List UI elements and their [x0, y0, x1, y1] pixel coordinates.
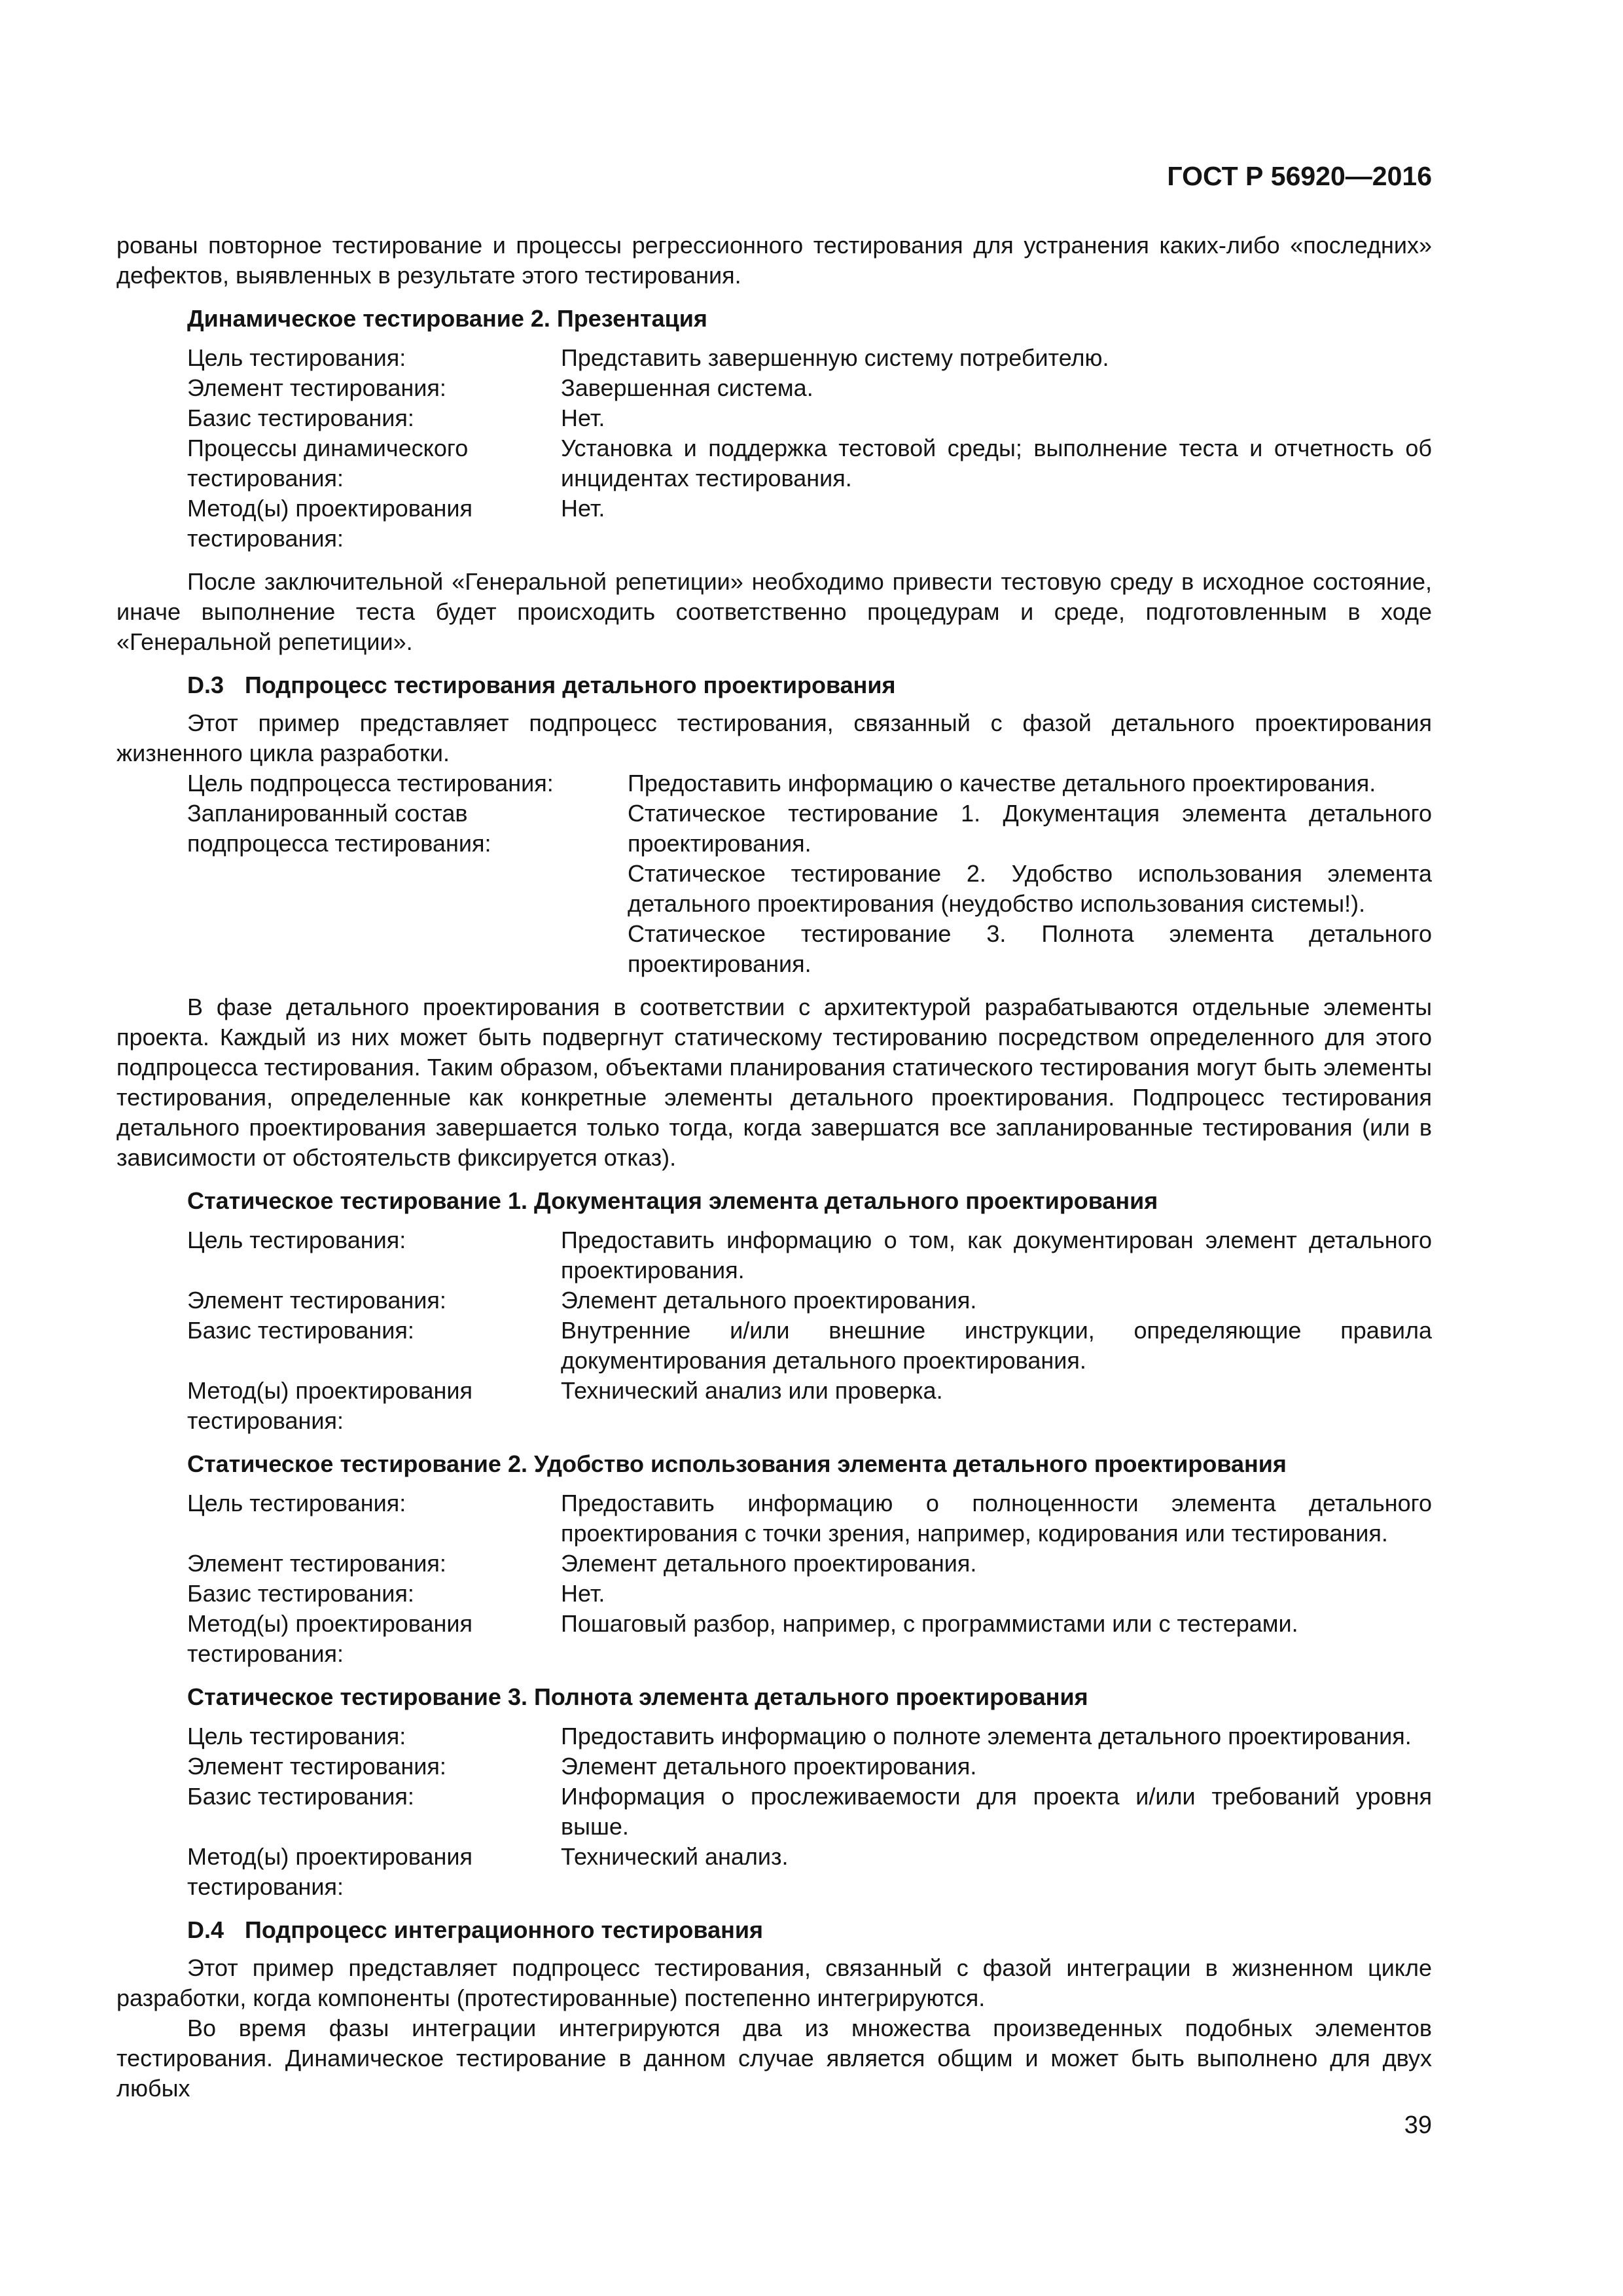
d3-plan-table	[116, 768, 1432, 979]
static1-key: Базис тестирования:	[187, 1317, 414, 1344]
static1-value: Элемент детального проектирования.	[561, 1287, 977, 1314]
section-d4-heading	[116, 1915, 1432, 1945]
dyn2-value: Нет.	[561, 404, 605, 431]
dyn2-key: Процессы динамического тестирования:	[187, 435, 469, 492]
static1-row	[187, 1285, 1432, 1316]
dyn2-value: Завершенная система.	[561, 374, 813, 401]
dyn2-row	[187, 403, 1432, 433]
page-content	[116, 230, 1432, 2104]
d3-intro-paragraph: Этот пример представляет подпроцесс тестирования, связанный с фазой детального проектирования жизненного цикла разработки.	[116, 709, 1432, 766]
static3-row	[187, 1751, 1432, 1782]
section-d3-number: D.3	[187, 672, 224, 698]
dyn2-key: Базис тестирования:	[187, 404, 414, 431]
static2-value: Предоставить информацию о полноценности элемента детального проектирования с точки зрения, например, кодирования или тестирования.	[561, 1490, 1432, 1547]
d3-plan-item: Статическое тестирование 1. Документация элемента детального проектирования.	[628, 800, 1432, 857]
static2-key: Цель тестирования:	[187, 1490, 406, 1516]
static3-key: Элемент тестирования:	[187, 1753, 446, 1780]
static3-value: Предоставить информацию о полноте элемента детального проектирования.	[561, 1723, 1412, 1749]
intro-paragraph: рованы повторное тестирование и процессы регрессионного тестирования для устранения каких-либо «последних» дефектов, выявленных в результате этого тестирования.	[116, 232, 1432, 289]
static1-key: Элемент тестирования:	[187, 1287, 446, 1314]
static3-value: Элемент детального проектирования.	[561, 1753, 977, 1780]
section-d3-title: Подпроцесс тестирования детального проектирования	[245, 672, 896, 698]
dyn2-value: Установка и поддержка тестовой среды; выполнение теста и отчетность об инцидентах тестирования.	[561, 435, 1432, 492]
static2-heading: Статическое тестирование 2. Удобство использования элемента детального проектирования	[187, 1450, 1287, 1477]
dyn2-row	[187, 373, 1432, 403]
d4-paragraph-2: Во время фазы интеграции интегрируются два из множества произведенных подобных элементов тестирования. Динамическое тестирование в данном случае является общим и может быть выполнено для двух любых	[116, 2015, 1432, 2102]
static2-row	[187, 1579, 1432, 1609]
d4-paragraph-1: Этот пример представляет подпроцесс тестирования, связанный с фазой интеграции в жизненном цикле разработки, когда компоненты (протестированные) постепенно интегрируются.	[116, 1954, 1432, 2011]
document-page	[116, 0, 1432, 2296]
d3-goal-value: Предоставить информацию о качестве детального проектирования.	[628, 770, 1376, 797]
static2-row	[187, 1488, 1432, 1549]
static1-row	[187, 1376, 1432, 1436]
static2-table	[116, 1488, 1432, 1669]
static1-row	[187, 1225, 1432, 1285]
d3-body-paragraph: В фазе детального проектирования в соответствии с архитектурой разрабатываются отдельные элементы проекта. Каждый из них может быть подвергнут статическому тестированию посредством определенного для этого подпроцесса тестирования. Таким образом, объектами планирования статического тестирования могут быть элементы тестирования, определенные как конкретные элементы детального проектирования. Подпроцесс тестирования детального проектирования завершается только тогда, когда завершатся все запланированные тестирования (или в зависимости от обстоятельств фиксируется отказ).	[116, 994, 1432, 1171]
d3-plan-key: Запланированный состав подпроцесса тестирования:	[187, 800, 491, 857]
static3-row	[187, 1782, 1432, 1842]
section-d4-title: Подпроцесс интеграционного тестирования	[245, 1916, 763, 1943]
dyn2-heading: Динамическое тестирование 2. Презентация	[187, 305, 707, 332]
dyn2-key: Метод(ы) проектирования тестирования:	[187, 495, 473, 552]
static3-key: Цель тестирования:	[187, 1723, 406, 1749]
dyn2-value: Представить завершенную систему потребителю.	[561, 344, 1109, 371]
d3-goal-key: Цель подпроцесса тестирования:	[187, 770, 554, 797]
static2-key: Базис тестирования:	[187, 1580, 414, 1607]
static2-value: Нет.	[561, 1580, 605, 1607]
dyn2-key: Элемент тестирования:	[187, 374, 446, 401]
dyn2-row	[187, 343, 1432, 373]
static3-key: Метод(ы) проектирования тестирования:	[187, 1843, 473, 1900]
static3-value: Технический анализ.	[561, 1843, 789, 1870]
dyn2-table	[116, 343, 1432, 554]
static1-key: Цель тестирования:	[187, 1227, 406, 1253]
document-id-header: ГОСТ Р 56920—2016	[1167, 161, 1432, 191]
dyn2-after-paragraph: После заключительной «Генеральной репетиции» необходимо привести тестовую среду в исходное состояние, иначе выполнение теста будет происходить соответственно процедурам и среде, подготовленным в ходе «Генеральной репетиции».	[116, 568, 1432, 655]
static1-table	[116, 1225, 1432, 1436]
page-number: 39	[1404, 2111, 1432, 2139]
static1-value: Предоставить информацию о том, как документирован элемент детального проектирования.	[561, 1227, 1432, 1283]
static1-value: Внутренние и/или внешние инструкции, определяющие правила документирования детального проектирования.	[561, 1317, 1432, 1374]
static2-value: Элемент детального проектирования.	[561, 1550, 977, 1577]
static1-value: Технический анализ или проверка.	[561, 1377, 943, 1404]
static3-row	[187, 1721, 1432, 1751]
static2-value: Пошаговый разбор, например, с программистами или с тестерами.	[561, 1610, 1298, 1637]
static1-row	[187, 1316, 1432, 1376]
static2-key: Метод(ы) проектирования тестирования:	[187, 1610, 473, 1667]
section-d4-number: D.4	[187, 1916, 224, 1943]
static3-table	[116, 1721, 1432, 1902]
d3-plan-item: Статическое тестирование 2. Удобство использования элемента детального проектирования (неудобство использования системы!).	[628, 860, 1432, 917]
static2-key: Элемент тестирования:	[187, 1550, 446, 1577]
d3-plan-list	[628, 798, 1432, 979]
d3-plan-row	[187, 798, 1432, 979]
static3-key: Базис тестирования:	[187, 1783, 414, 1810]
d3-goal-row	[187, 768, 1432, 798]
d3-plan-item: Статическое тестирование 3. Полнота элемента детального проектирования.	[628, 920, 1432, 977]
section-d3-heading	[116, 670, 1432, 700]
static3-row	[187, 1842, 1432, 1902]
static1-heading: Статическое тестирование 1. Документация элемента детального проектирования	[187, 1187, 1158, 1214]
static3-heading: Статическое тестирование 3. Полнота элемента детального проектирования	[187, 1683, 1088, 1710]
dyn2-value: Нет.	[561, 495, 605, 522]
static2-row	[187, 1549, 1432, 1579]
static3-value: Информация о прослеживаемости для проекта и/или требований уровня выше.	[561, 1783, 1432, 1840]
dyn2-row	[187, 493, 1432, 554]
static2-row	[187, 1609, 1432, 1669]
static1-key: Метод(ы) проектирования тестирования:	[187, 1377, 473, 1434]
dyn2-key: Цель тестирования:	[187, 344, 406, 371]
dyn2-row	[187, 433, 1432, 493]
